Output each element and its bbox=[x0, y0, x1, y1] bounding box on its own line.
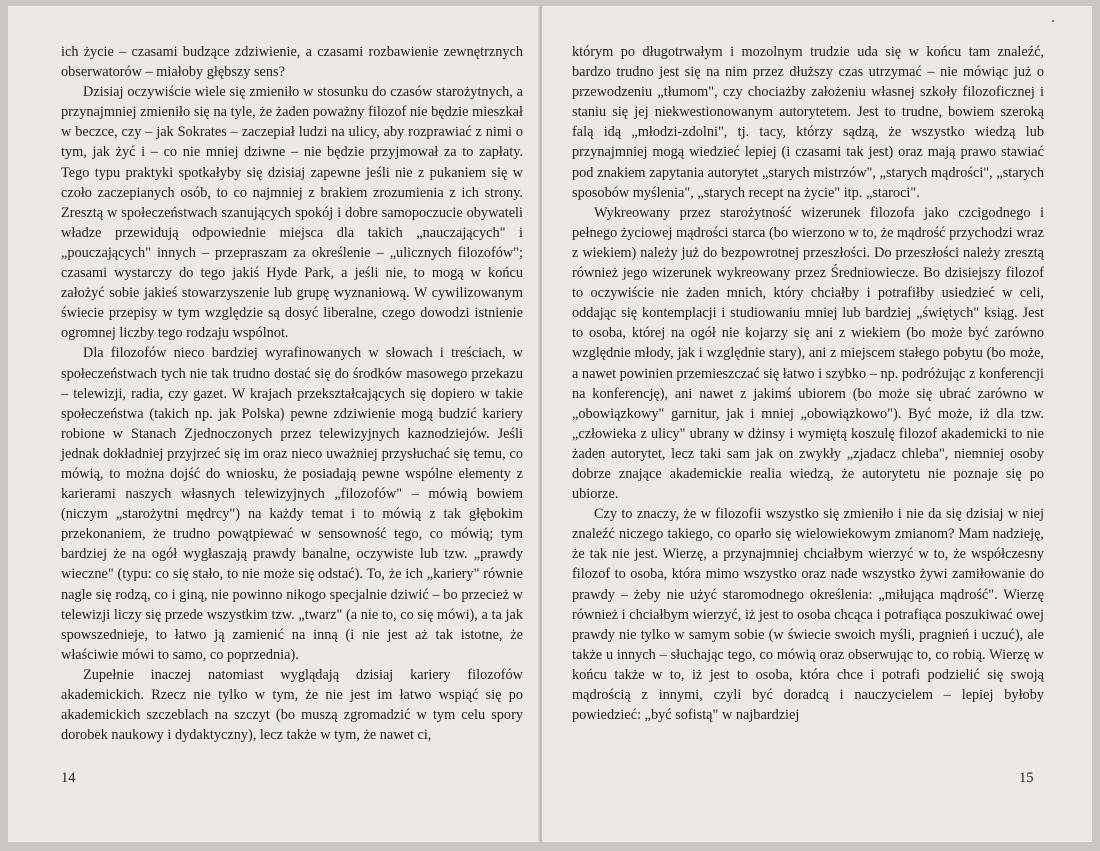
paragraph: Dzisiaj oczywiście wiele się zmieniło w stosunku do czasów starożytnych, a przynajmniej zmieniło się na tyle, że żaden poważny filozof nie będzie mieszkał w beczce, czy – jak Sokrates – zaczepiał ludzi na ulicy, aby rozprawiać z nimi o tym, jak żyć i – co nie mniej dziwne – nie będzie przyjmował za to zapłaty. Tego typu praktyki spotkałyby się dzisiaj zapewne jeśli nie z pukaniem się w czoło zaczepianych osób, to co najmniej z brakiem zrozumienia z ich strony. Zresztą w społeczeństwach szanujących spokój i dobre samopoczucie obywateli władze przewidują odpowiednie miejsca dla takich „nauczających" i „pouczających" innych – przepraszam za określenie – „ulicznych filozofów"; czasami wystarczy do tego jakiś Hyde Park, a jeśli nie, to mogą w końcu założyć sobie jakieś stowarzyszenie lub grupę wyznaniową. W cywilizowanym świecie przepisy w tym względzie są dosyć liberalne, czego dowodzi istnienie ogromnej liczby tego rodzaju wspólnot. bbox=[61, 84, 523, 342]
left-page-text bbox=[61, 42, 523, 745]
paragraph: którym po długotrwałym i mozolnym trudzie uda się w końcu tam znaleźć, bardzo trudno jest się na nim przez dłuższy czas utrzymać – nie mówiąc już o przewodzeniu „tłumom", czy chociażby założeniu własnej szkoły filozoficznej i staniu się jej niekwestionowanym autorytetem. Jest to trudne, bowiem szeroką falą idą „młodzi-zdolni", tj. tacy, którzy sądzą, że wszystko wiedzą lub przynajmniej mogą wiedzieć lepiej (i czasami tak jest) oraz mają prawo stawiać pod znakiem zapytania autorytet „starych mistrzów", „starych mądrości", „starych sposobów myślenia", „starych recept na życie" itp. „staroci". bbox=[572, 44, 1044, 201]
paragraph: Dla filozofów nieco bardziej wyrafinowanych w słowach i treściach, w społeczeństwach tych nie tak trudno dostać się do środków masowego przekazu – telewizji, radia, czy gazet. W krajach przekształcających się dopiero w takie społeczeństwa (takich np. jak Polska) pewne zdziwienie mogą budzić kariery robione w Stanach Zjednoczonych przez telewizyjnych kaznodziejów. Jeśli jednak dokładniej przyjrzeć się im oraz nieco uważniej przysłuchać się temu, co mówią, to można dojść do wniosku, że posiadają pewne wspólne elementy z karierami naszych własnych telewizyjnych „filozofów" – mówią bowiem (niczym „starożytni mędrcy") na każdy temat i to mówią z tak głębokim przekonaniem, że trudno powątpiewać w sensowność tego, co mówią; tym bardziej że na ogół wygłaszają prawdy banalne, oczywiste lub tzw. „prawdy wieczne" (typu: co się stało, to nie może się odstać). To, że ich „kariery" równie nagle się rodzą, co i giną, nie powinno nikogo specjalnie dziwić – bo przecież w telewizji liczy się przede wszystkim tzw. „twarz" (a nie to, co się mówi), a ta jak spowszednieje, to łatwo ją zamienić na inną (i nie jest aż tak istotne, że właściwie mówi to samo, co poprzednia). bbox=[61, 345, 523, 663]
right-page bbox=[542, 6, 1092, 842]
page-number: 14 bbox=[61, 770, 76, 786]
paragraph: ich życie – czasami budzące zdziwienie, a czasami rozbawienie zewnętrznych obserwatorów – miałoby głębszy sens? bbox=[61, 44, 523, 81]
paragraph: Zupełnie inaczej natomiast wyglądają dzisiaj kariery filozofów akademickich. Rzecz nie tylko w tym, że nie jest im łatwo wspiąć się po akademickich szczeblach na szczyt (bo muszą zgromadzić w tym celu spory dorobek naukowy i dydaktyczny), lecz także w tym, że nawet ci, bbox=[61, 666, 523, 744]
page-number: 15 bbox=[1019, 770, 1034, 786]
left-page bbox=[8, 6, 540, 842]
paragraph: Czy to znaczy, że w filozofii wszystko się zmieniło i nie da się dzisiaj w niej znaleźć niczego takiego, co oparło się wielowiekowym zmianom? Mam nadzieję, że tak nie jest. Wierzę, a przynajmniej chciałbym wierzyć w to, że współczesny filozof to osoba, która mimo wszystko oraz nade wszystko żywi zamiłowanie do prawdy – żeby nie użyć staromodnego określenia: „miłująca mądrość". Wierzę również i chciałbym wierzyć, iż jest to osoba chcąca i potrafiąca poszukiwać owej prawdy nie tylko w samym sobie (w świecie swoich myśli, pragnień i uczuć), ale także u innych – słuchając tego, co mówią oraz obserwując to, co robią. Wierzę w końcu także w to, iż jest to osoba, która chce i potrafi podzielić się swoją mądrością z innymi, czyli być doradcą i nauczycielem – lepiej byłoby powiedzieć: „być sofistą" w najbardziej bbox=[572, 506, 1044, 724]
paragraph: Wykreowany przez starożytność wizerunek filozofa jako czcigodnego i pełnego życiowej mądrości starca (bo wierzono w to, że mądrość przychodzi wraz z wiekiem) należy już do bezpowrotnej przeszłości. Do przeszłości należy zresztą również jego wizerunek wykreowany przez Średniowiecze. Bo dzisiejszy filozof to oczywiście nie żaden mnich, który chciałby i potrafiłby usiedzieć w celi, oddając się kontemplacji i studiowaniu mniej lub bardziej „świętych" ksiąg. Jest to osoba, której na ogół nie kojarzy się ani z wiekiem (bo może być zarówno względnie młody, jak i względnie stary), ani z miejscem stałego pobytu (bo może, a nawet powinien przemieszczać się łatwo i szybko – np. podróżując z konferencji na konferencję), ani nawet z jakimś ubiorem (bo może się ubrać zarówno w „obowiązkowy" garnitur, jak i mniej „obowiązkowo"). Być może, iż dla tzw. „człowieka z ulicy" ubrany w dżinsy i wymiętą koszulę filozof akademicki to nie żaden autorytet, lecz taki sam jak on zwykły „zjadacz chleba", niemniej osoby dobrze znające akademickie realia wiedzą, że autorytetu nie poznaje się po ubiorze. bbox=[572, 204, 1045, 503]
right-page-text bbox=[572, 42, 1044, 725]
speck-mark bbox=[1052, 20, 1054, 22]
